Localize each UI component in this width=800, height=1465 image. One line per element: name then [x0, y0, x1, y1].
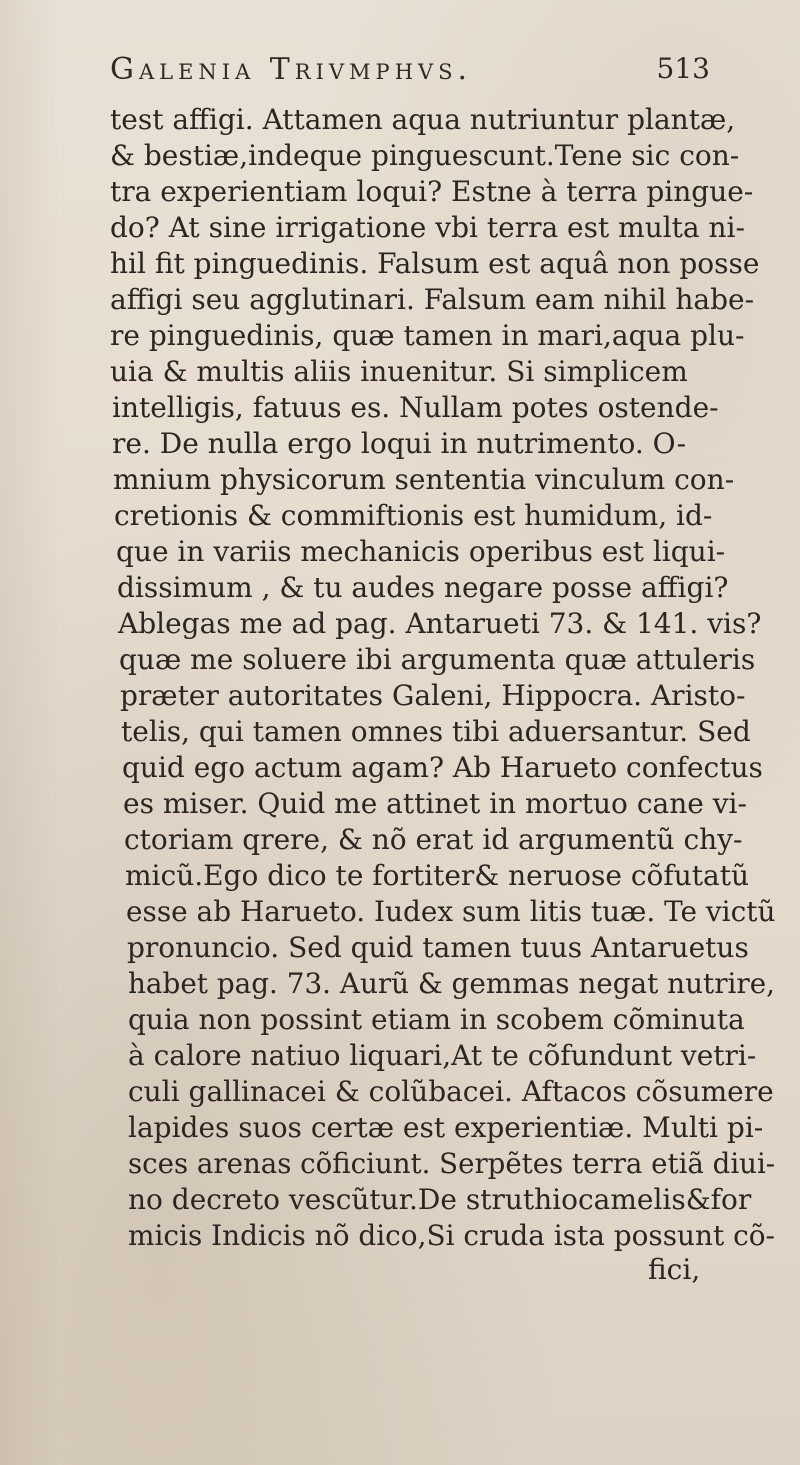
text-line: à calore natiuo liquari,At te cõfundunt vetri-	[128, 1039, 757, 1072]
text-line: habet pag. 73. Aurũ & gemmas negat nutrire,	[128, 967, 776, 1000]
text-line: test affigi. Attamen aqua nutriuntur plantæ,	[110, 103, 736, 136]
text-line: quia non possint etiam in scobem cõminuta	[128, 1003, 745, 1036]
catchword: fici,	[648, 1253, 701, 1286]
text-line: dissimum , & tu audes negare posse affigi?	[117, 571, 729, 604]
text-line: lapides suos certæ est experientiæ. Multi pi-	[128, 1111, 764, 1144]
running-head-title: Galenia Trivmphvs.	[110, 52, 473, 87]
text-line: re. De nulla ergo loqui in nutrimento. O-	[112, 427, 687, 460]
text-line: mnium physicorum sententia vinculum con-	[113, 463, 735, 496]
text-line: quæ me soluere ibi argumenta quæ attuleris	[119, 643, 756, 676]
text-line: micis Indicis nõ dico,Si cruda ista possunt cõ-	[128, 1219, 775, 1252]
text-line: tra experientiam loqui? Estne à terra pingue-	[110, 175, 754, 208]
text-line: sces arenas cõficiunt. Serpẽtes terra etiã diui-	[128, 1147, 776, 1180]
gutter-shadow	[0, 0, 60, 1465]
text-line: telis, qui tamen omnes tibi aduersantur. Sed	[121, 715, 751, 748]
text-line: affigi seu agglutinari. Falsum eam nihil habe-	[110, 283, 755, 316]
running-head	[110, 52, 710, 92]
text-line: pronuncio. Sed quid tamen tuus Antaruetus	[127, 931, 749, 964]
text-line: & bestiæ,indeque pinguescunt.Tene sic con-	[110, 139, 740, 172]
text-line: quid ego actum agam? Ab Harueto confectus	[122, 751, 763, 784]
text-line: re pinguedinis, quæ tamen in mari,aqua plu-	[110, 319, 745, 352]
text-line: hil fit pinguedinis. Falsum est aquâ non posse	[110, 247, 760, 280]
text-line: esse ab Harueto. Iudex sum litis tuæ. Te victũ	[126, 895, 776, 928]
text-line: cretionis & commiftionis est humidum, id-	[114, 499, 713, 532]
text-line: præter autoritates Galeni, Hippocra. Aristo-	[120, 679, 746, 712]
page-number: 513	[656, 52, 710, 85]
text-line: que in variis mechanicis operibus est liqui-	[116, 535, 726, 568]
text-line: es miser. Quid me attinet in mortuo cane vi-	[123, 787, 747, 820]
text-line: do? At sine irrigatione vbi terra est multa ni-	[110, 211, 745, 244]
text-line: Ablegas me ad pag. Antarueti 73. & 141. vis?	[118, 607, 762, 640]
text-line: uia & multis aliis inuenitur. Si simplicem	[110, 355, 688, 388]
text-line: no decreto vescũtur.De struthiocamelis&for	[128, 1183, 752, 1216]
text-line: micũ.Ego dico te fortiter& neruose cõfutatũ	[125, 859, 750, 892]
text-line: intelligis, fatuus es. Nullam potes ostende-	[112, 391, 719, 424]
text-line: culi gallinacei & colũbacei. Aftacos cõsumere	[128, 1075, 774, 1108]
text-line: ctoriam qrere, & nõ erat id argumentũ chy-	[124, 823, 743, 856]
